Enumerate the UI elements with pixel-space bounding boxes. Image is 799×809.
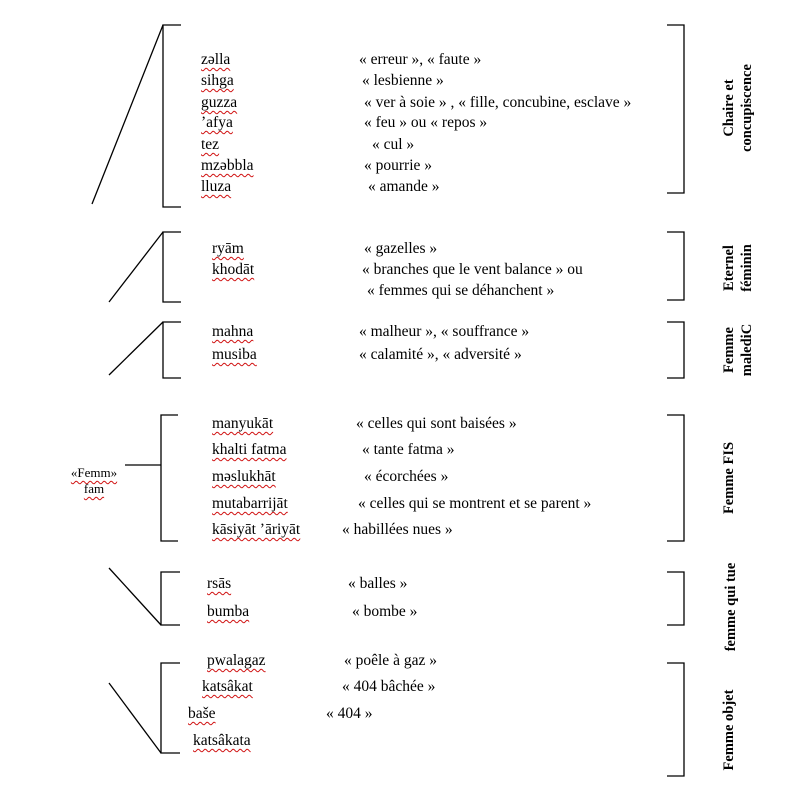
label-eternel-line2: féminin [739, 244, 755, 292]
gloss-zella: « erreur », « faute » [359, 51, 482, 68]
label-maudite-line2: malediC [739, 323, 755, 377]
diagonal-chaire [92, 25, 163, 204]
gloss-ryam: « gazelles » [364, 240, 438, 257]
label-maudite [720, 318, 756, 382]
gloss-mutabarrijat: « celles qui se montrent et se parent » [358, 495, 592, 512]
term-manyukat: manyukāt [212, 415, 274, 432]
label-tue-line1: femme qui tue [723, 562, 739, 652]
gloss-bumba: « bombe » [352, 603, 418, 620]
term-guzza: guzza [201, 94, 238, 111]
term-mahna: mahna [212, 323, 254, 340]
term-tez: tez [201, 136, 220, 153]
gloss-khodat: « branches que le vent balance » ou [362, 261, 583, 278]
root-label [58, 465, 130, 497]
label-fis-line1: Femme FIS [721, 441, 737, 515]
label-tue [722, 552, 740, 662]
gloss-katsakat: « 404 bâchée » [342, 678, 436, 695]
term-meslukhat: məslukhāt [212, 468, 276, 485]
label-eternel [720, 236, 756, 300]
root-label-line1: «Femm» [70, 465, 118, 480]
term-khalti-fatma [212, 441, 286, 459]
gloss-pwalagaz: « poêle à gaz » [344, 652, 437, 669]
label-maudite-line1: Femme [721, 327, 737, 373]
label-chaire-line1: Chaire et [721, 79, 737, 137]
right-bracket-tue [667, 572, 684, 625]
label-chaire [720, 38, 756, 178]
root-label-line2: fam [83, 481, 105, 496]
term-rsas: rsās [207, 575, 232, 592]
label-objet-line1: Femme objet [721, 689, 737, 771]
right-bracket-chaire [667, 25, 684, 193]
gloss-lluza: « amande » [368, 178, 440, 195]
term-musiba: musiba [212, 346, 257, 363]
right-bracket-fis [667, 415, 684, 541]
gloss-tez: « cul » [372, 136, 415, 153]
term-sihga: sihga [201, 72, 234, 89]
gloss-khodat-continued: « femmes qui se déhanchent » [367, 282, 555, 299]
label-chaire-line2: concupiscence [739, 64, 755, 152]
left-bracket-chaire [163, 25, 181, 207]
diagonal-tue [109, 568, 161, 625]
gloss-meslukhat: « écorchées » [364, 468, 449, 485]
term-mzebbla: mzəbbla [201, 157, 254, 174]
term-khalti-fatma-text: khalti fatma [212, 441, 287, 458]
gloss-kasiyat-ariyat: « habillées nues » [342, 521, 453, 538]
gloss-mahna: « malheur », « souffrance » [359, 323, 530, 340]
left-bracket-eternel [163, 232, 181, 302]
diagonal-eternel [109, 232, 163, 302]
right-bracket-maudite [667, 322, 684, 378]
term-zella: zəlla [201, 51, 231, 68]
left-bracket-fis [161, 415, 178, 541]
term-lluza: lluza [201, 178, 232, 195]
term-khodat: khodāt [212, 261, 255, 278]
term-base: baše [188, 705, 216, 722]
diagonal-maudite [109, 322, 163, 375]
gloss-manyukat: « celles qui sont baisées » [356, 415, 517, 432]
gloss-afya: « feu » ou « repos » [364, 114, 488, 131]
label-objet [720, 678, 738, 782]
gloss-rsas: « balles » [348, 575, 408, 592]
gloss-sihga: « lesbienne » [362, 72, 444, 89]
term-pwalagaz: pwalagaz [207, 652, 266, 669]
right-bracket-objet [667, 663, 684, 776]
right-bracket-eternel [667, 232, 684, 300]
left-bracket-maudite [163, 322, 181, 378]
diagonal-objet [109, 683, 161, 753]
gloss-musiba: « calamité », « adversité » [359, 346, 522, 363]
term-mutabarrijat: mutabarrijāt [212, 495, 288, 512]
label-eternel-line1: Eternel [721, 245, 737, 291]
term-bumba: bumba [207, 603, 250, 620]
gloss-guzza: « ver à soie » , « fille, concubine, esclave » [364, 94, 632, 111]
left-bracket-objet [161, 663, 180, 753]
gloss-mzebbla: « pourrie » [364, 157, 433, 174]
label-fis [720, 428, 738, 528]
term-katsakat: katsâkat [202, 678, 253, 695]
gloss-base: « 404 » [326, 705, 373, 722]
term-kasiyat-ariyat: kāsiyāt ’āriyāt [212, 521, 301, 538]
gloss-khalti-fatma: « tante fatma » [362, 441, 455, 458]
term-ryam: ryām [212, 240, 244, 257]
term-katsakata: katsâkata [193, 732, 251, 749]
term-afya: ’afya [201, 114, 233, 131]
left-bracket-tue [161, 572, 180, 625]
